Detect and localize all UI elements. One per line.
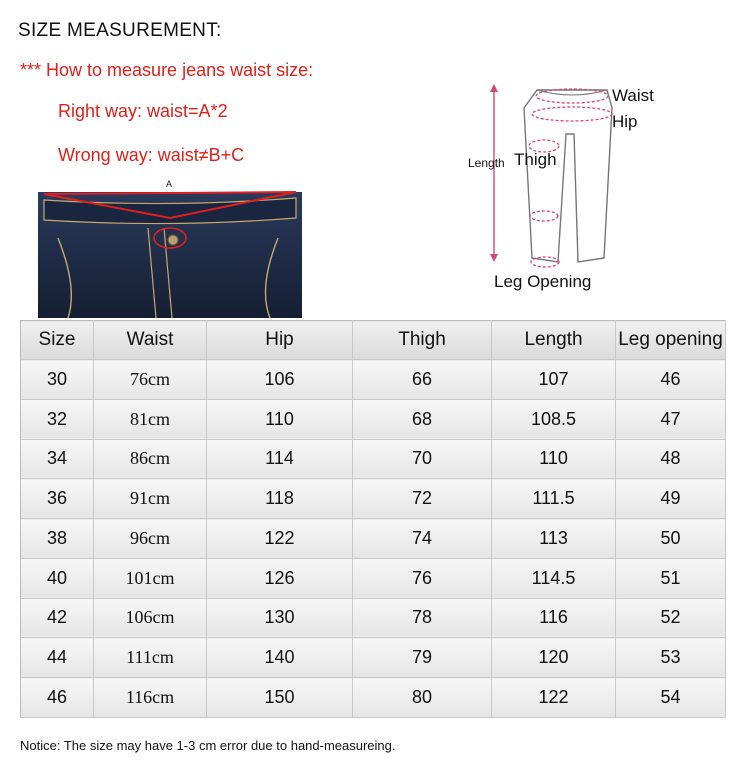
cell-waist: 86cm xyxy=(94,439,207,479)
label-waist: Waist xyxy=(612,86,654,105)
cell-hip: 122 xyxy=(207,519,353,559)
col-waist: Waist xyxy=(94,321,207,360)
table-row xyxy=(21,678,726,718)
cell-leg-opening: 49 xyxy=(616,479,726,519)
cell-size: 36 xyxy=(21,479,94,519)
cell-length: 114.5 xyxy=(492,558,616,598)
cell-size: 34 xyxy=(21,439,94,479)
label-thigh: Thigh xyxy=(514,150,557,169)
cell-size: 42 xyxy=(21,598,94,638)
cell-hip: 130 xyxy=(207,598,353,638)
trousers-outline xyxy=(462,78,692,298)
cell-size: 44 xyxy=(21,638,94,678)
cell-length: 113 xyxy=(492,519,616,559)
col-size: Size xyxy=(21,321,94,360)
how-to-heading: *** How to measure jeans waist size: xyxy=(20,60,314,80)
table-row xyxy=(21,558,726,598)
cell-size: 46 xyxy=(21,678,94,718)
wrong-way-text: Wrong way: waist≠B+C xyxy=(58,145,245,165)
cell-length: 110 xyxy=(492,439,616,479)
measurement-diagram xyxy=(462,78,692,298)
table-row xyxy=(21,479,726,519)
cell-thigh: 79 xyxy=(353,638,492,678)
cell-waist: 96cm xyxy=(94,519,207,559)
cell-length: 107 xyxy=(492,360,616,400)
cell-thigh: 76 xyxy=(353,558,492,598)
size-table xyxy=(20,320,726,718)
cell-size: 32 xyxy=(21,399,94,439)
cell-hip: 140 xyxy=(207,638,353,678)
jeans-waist-photo xyxy=(38,178,302,318)
cell-size: 30 xyxy=(21,360,94,400)
cell-length: 111.5 xyxy=(492,479,616,519)
cell-hip: 118 xyxy=(207,479,353,519)
cell-waist: 81cm xyxy=(94,399,207,439)
table-row xyxy=(21,360,726,400)
col-leg-opening: Leg opening xyxy=(616,321,726,360)
cell-thigh: 70 xyxy=(353,439,492,479)
cell-leg-opening: 52 xyxy=(616,598,726,638)
cell-waist: 76cm xyxy=(94,360,207,400)
cell-waist: 111cm xyxy=(94,638,207,678)
cell-thigh: 72 xyxy=(353,479,492,519)
cell-length: 120 xyxy=(492,638,616,678)
label-a: A xyxy=(166,179,173,189)
cell-leg-opening: 50 xyxy=(616,519,726,559)
cell-hip: 126 xyxy=(207,558,353,598)
cell-thigh: 80 xyxy=(353,678,492,718)
cell-waist: 116cm xyxy=(94,678,207,718)
label-leg-opening: Leg Opening xyxy=(494,272,592,291)
cell-leg-opening: 54 xyxy=(616,678,726,718)
cell-thigh: 66 xyxy=(353,360,492,400)
col-thigh: Thigh xyxy=(353,321,492,360)
cell-hip: 106 xyxy=(207,360,353,400)
notice-text: Notice: The size may have 1-3 cm error due to hand-measureing. xyxy=(20,738,396,753)
cell-thigh: 78 xyxy=(353,598,492,638)
cell-length: 108.5 xyxy=(492,399,616,439)
cell-thigh: 68 xyxy=(353,399,492,439)
page-title: SIZE MEASUREMENT: xyxy=(18,20,222,41)
table-row xyxy=(21,638,726,678)
cell-length: 116 xyxy=(492,598,616,638)
cell-size: 40 xyxy=(21,558,94,598)
table-row xyxy=(21,519,726,559)
cell-hip: 110 xyxy=(207,399,353,439)
cell-leg-opening: 48 xyxy=(616,439,726,479)
cell-hip: 114 xyxy=(207,439,353,479)
cell-leg-opening: 46 xyxy=(616,360,726,400)
label-length: Length xyxy=(468,156,505,170)
cell-length: 122 xyxy=(492,678,616,718)
table-header-row xyxy=(21,321,726,360)
cell-thigh: 74 xyxy=(353,519,492,559)
right-way-text: Right way: waist=A*2 xyxy=(58,101,228,121)
table-row xyxy=(21,598,726,638)
cell-leg-opening: 51 xyxy=(616,558,726,598)
cell-waist: 106cm xyxy=(94,598,207,638)
cell-waist: 101cm xyxy=(94,558,207,598)
table-row xyxy=(21,399,726,439)
cell-leg-opening: 47 xyxy=(616,399,726,439)
col-length: Length xyxy=(492,321,616,360)
col-hip: Hip xyxy=(207,321,353,360)
cell-size: 38 xyxy=(21,519,94,559)
cell-leg-opening: 53 xyxy=(616,638,726,678)
label-hip: Hip xyxy=(612,112,638,131)
cell-hip: 150 xyxy=(207,678,353,718)
cell-waist: 91cm xyxy=(94,479,207,519)
table-row xyxy=(21,439,726,479)
